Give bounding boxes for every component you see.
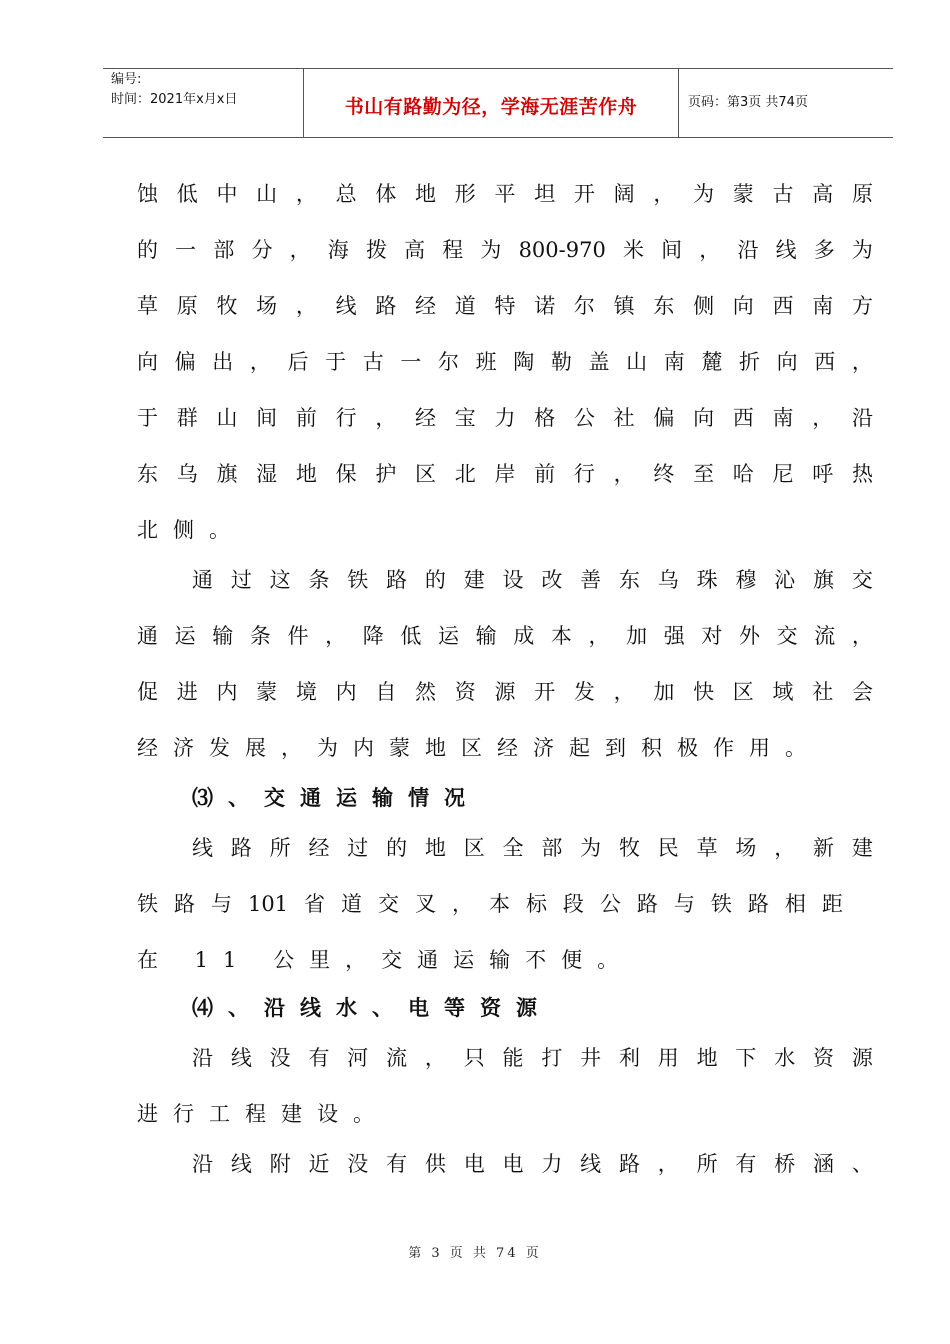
text-line: 铁 路 与 101 省 道 交 叉 ， 本 标 段 公 路 与 铁 路 相 距 [137, 892, 843, 916]
text-line: 北侧。 [137, 518, 245, 542]
paragraph-start-line: 通 过 这 条 铁 路 的 建 设 改 善 东 乌 珠 穆 沁 旗 交 [192, 568, 873, 592]
text-line: 于 群 山 间 前 行 ， 经 宝 力 格 公 社 偏 向 西 南 ， 沿 [137, 406, 873, 430]
section-heading: ⑶、交通运输情况 [192, 785, 480, 810]
text-line: 的 一 部 分 ， 海 拨 高 程 为 800-970 米 间 ， 沿 线 多 为 [137, 238, 873, 262]
section-heading: ⑷、沿线水、电等资源 [192, 995, 552, 1020]
header-page-cell [679, 69, 893, 137]
text-line: 向 偏 出 ， 后 于 古 一 尔 班 陶 勒 盖 山 南 麓 折 向 西 ， [137, 350, 873, 374]
text-line: 蚀 低 中 山 ， 总 体 地 形 平 坦 开 阔 ， 为 蒙 古 高 原 [137, 182, 873, 206]
paragraph-start-line: 线 路 所 经 过 的 地 区 全 部 为 牧 民 草 场 ， 新 建 [192, 836, 873, 860]
page-header [103, 68, 893, 138]
page-footer: 第 3 页 共 74 页 [408, 1246, 542, 1261]
text-line: 通 运 输 条 件 ， 降 低 运 输 成 本 ， 加 强 对 外 交 流 ， [137, 624, 873, 648]
text-line: 在 11 公里，交通运输不便。 [137, 948, 634, 972]
text-line: 经济发展，为内蒙地区经济起到积极作用。 [137, 736, 821, 760]
serial-label: 编号: [111, 72, 142, 87]
text-line: 进行工程建设。 [137, 1102, 389, 1126]
time-label: 时间：2021年x月x日 [111, 92, 238, 107]
header-motto-cell [303, 69, 679, 137]
motto-text: 书山有路勤为径，学海无涯苦作舟 [344, 96, 638, 118]
text-line: 东 乌 旗 湿 地 保 护 区 北 岸 前 行 ， 终 至 哈 尼 呼 热 [137, 462, 873, 486]
paragraph-start-line: 沿 线 没 有 河 流 ， 只 能 打 井 利 用 地 下 水 资 源 [192, 1046, 873, 1070]
text-line: 促 进 内 蒙 境 内 自 然 资 源 开 发 ， 加 快 区 域 社 会 [137, 680, 873, 704]
paragraph-start-line: 沿 线 附 近 没 有 供 电 电 力 线 路 ， 所 有 桥 涵 、 [192, 1152, 873, 1176]
header-info-cell [103, 69, 303, 137]
text-line: 草 原 牧 场 ， 线 路 经 道 特 诺 尔 镇 东 侧 向 西 南 方 [137, 294, 873, 318]
page-code: 页码：第3页 共74页 [688, 95, 808, 110]
